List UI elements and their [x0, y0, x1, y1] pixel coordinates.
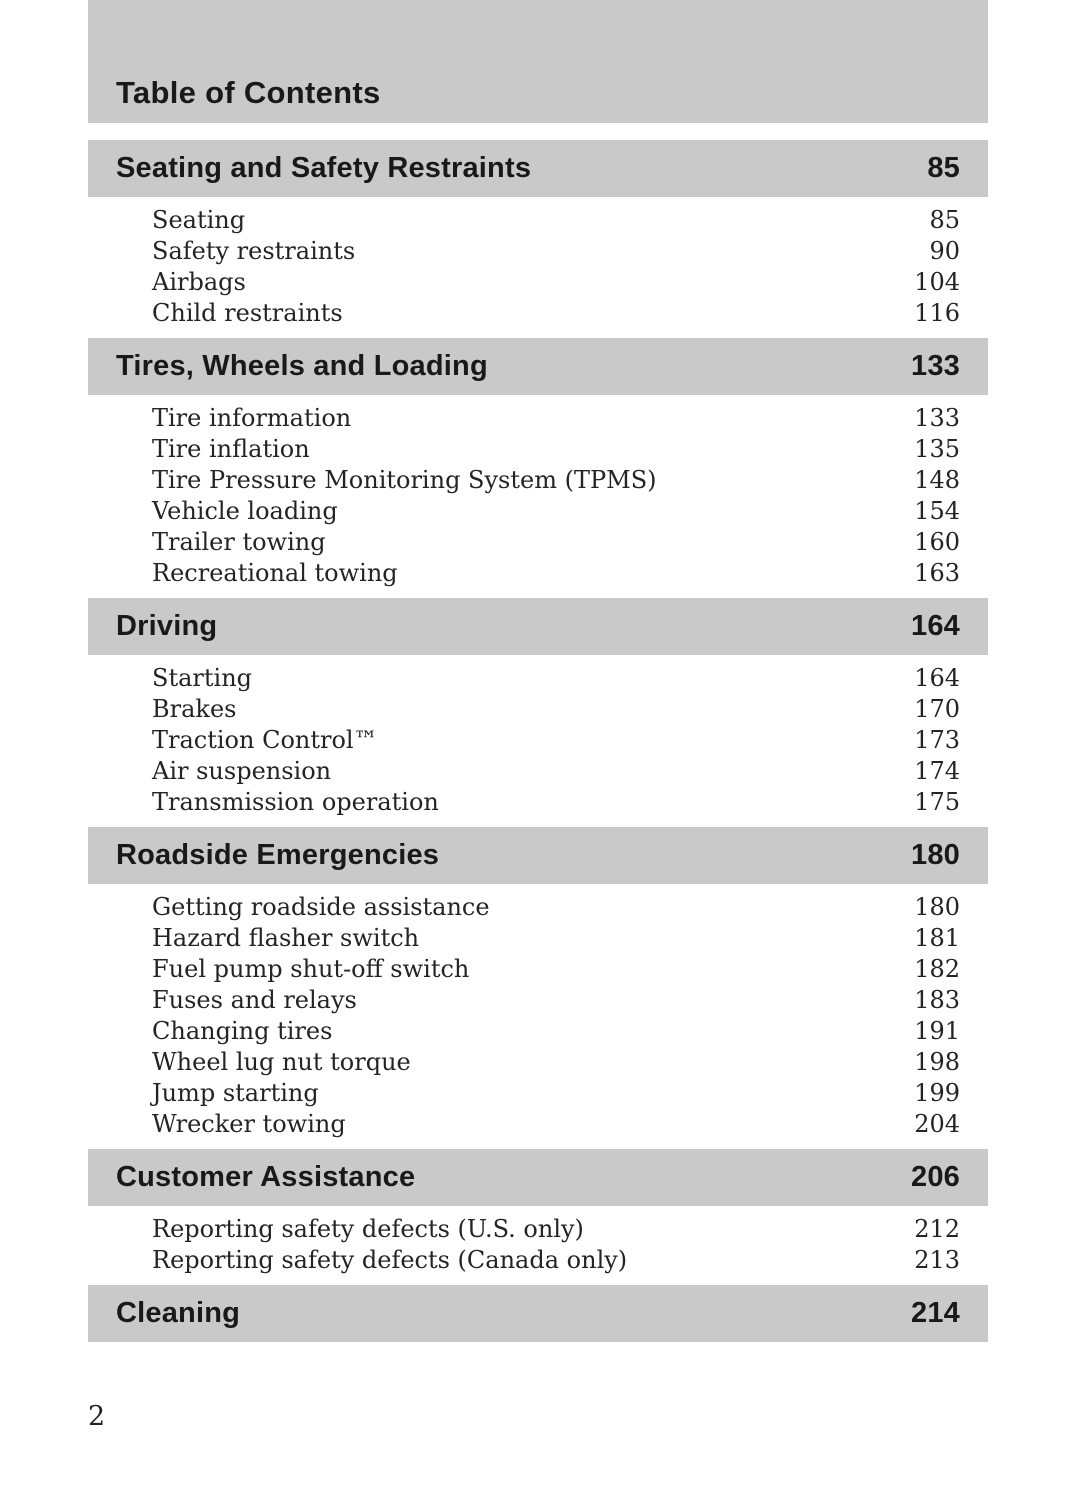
- toc-entry-label: Fuses and relays: [152, 986, 357, 1014]
- section-title: Cleaning: [116, 1297, 241, 1329]
- toc-entry: [152, 267, 960, 298]
- toc-entry: [152, 527, 960, 558]
- toc-entry: [152, 1109, 960, 1140]
- toc-entry-label: Changing tires: [152, 1017, 333, 1045]
- toc-entry: [152, 892, 960, 923]
- toc-entry: [152, 694, 960, 725]
- toc-entry-page: 163: [914, 559, 960, 587]
- toc-entry-label: Reporting safety defects (U.S. only): [152, 1215, 584, 1243]
- section-title: Tires, Wheels and Loading: [116, 350, 488, 382]
- toc-entry-page: 183: [914, 986, 960, 1014]
- toc-entry: [152, 558, 960, 589]
- section-title: Roadside Emergencies: [116, 839, 440, 871]
- toc-entry-page: 170: [914, 695, 960, 723]
- toc-content: [88, 0, 988, 1342]
- section-header-driving: [88, 598, 988, 655]
- toc-entry-label: Getting roadside assistance: [152, 893, 490, 921]
- page-number: 2: [88, 1401, 106, 1432]
- toc-entry-page: 116: [914, 299, 960, 327]
- toc-entry: [152, 205, 960, 236]
- toc-entry-label: Tire inflation: [152, 435, 310, 463]
- toc-entry-page: 148: [914, 466, 960, 494]
- section-page-number: 133: [911, 350, 960, 382]
- toc-entry-page: 173: [914, 726, 960, 754]
- toc-entry-page: 198: [914, 1048, 960, 1076]
- toc-entry: [152, 403, 960, 434]
- toc-entry-label: Jump starting: [152, 1079, 319, 1107]
- toc-entry-page: 135: [914, 435, 960, 463]
- toc-entry: [152, 923, 960, 954]
- toc-entry-page: 182: [914, 955, 960, 983]
- toc-entry-label: Brakes: [152, 695, 237, 723]
- toc-entry-label: Airbags: [152, 268, 246, 296]
- toc-entry-label: Transmission operation: [152, 788, 439, 816]
- section-entries: [88, 1206, 988, 1285]
- section-title: Driving: [116, 610, 218, 642]
- toc-entry: [152, 298, 960, 329]
- toc-entry-page: 180: [914, 893, 960, 921]
- section-page-number: 206: [911, 1161, 960, 1193]
- page-header: [88, 0, 988, 123]
- section-title: Seating and Safety Restraints: [116, 152, 532, 184]
- toc-entry-page: 160: [914, 528, 960, 556]
- section-header-cleaning: [88, 1285, 988, 1342]
- toc-entry-label: Starting: [152, 664, 253, 692]
- toc-entry-label: Seating: [152, 206, 246, 234]
- section-page-number: 180: [911, 839, 960, 871]
- section-entries: [88, 395, 988, 598]
- toc-entry-label: Trailer towing: [152, 528, 326, 556]
- toc-entry-page: 181: [914, 924, 960, 952]
- toc-entry: [152, 1047, 960, 1078]
- section-entries: [88, 884, 988, 1149]
- toc-entry: [152, 465, 960, 496]
- toc-entry: [152, 496, 960, 527]
- toc-entry: [152, 787, 960, 818]
- toc-entry-page: 213: [914, 1246, 960, 1274]
- section-header-customer-assistance: [88, 1149, 988, 1206]
- toc-entry-label: Wrecker towing: [152, 1110, 346, 1138]
- toc-entry: [152, 434, 960, 465]
- toc-entry-label: Fuel pump shut-off switch: [152, 955, 470, 983]
- toc-entry-page: 191: [914, 1017, 960, 1045]
- page-title: Table of Contents: [116, 75, 381, 110]
- toc-entry: [152, 1016, 960, 1047]
- toc-entry-label: Wheel lug nut torque: [152, 1048, 411, 1076]
- section-page-number: 85: [927, 152, 960, 184]
- section-entries: [88, 655, 988, 827]
- toc-entry: [152, 985, 960, 1016]
- toc-entry-label: Tire Pressure Monitoring System (TPMS): [152, 466, 657, 494]
- toc-entry: [152, 1245, 960, 1276]
- toc-entry: [152, 954, 960, 985]
- toc-entry-page: 90: [929, 237, 960, 265]
- section-header-roadside-emergencies: [88, 827, 988, 884]
- toc-entry-page: 164: [914, 664, 960, 692]
- toc-entry-page: 175: [914, 788, 960, 816]
- toc-entry-label: Safety restraints: [152, 237, 356, 265]
- toc-entry-page: 199: [914, 1079, 960, 1107]
- section-page-number: 214: [911, 1297, 960, 1329]
- section-entries: [88, 197, 988, 338]
- toc-entry-label: Vehicle loading: [152, 497, 338, 525]
- toc-entry-label: Traction Control™: [152, 726, 378, 754]
- toc-entry-label: Hazard flasher switch: [152, 924, 420, 952]
- toc-entry: [152, 236, 960, 267]
- toc-entry: [152, 1078, 960, 1109]
- toc-entry-page: 133: [914, 404, 960, 432]
- toc-entry-page: 104: [914, 268, 960, 296]
- toc-entry-page: 212: [914, 1215, 960, 1243]
- toc-entry-page: 85: [929, 206, 960, 234]
- section-page-number: 164: [911, 610, 960, 642]
- toc-entry: [152, 725, 960, 756]
- toc-entry-label: Tire information: [152, 404, 352, 432]
- toc-entry-page: 154: [914, 497, 960, 525]
- toc-entry-page: 204: [914, 1110, 960, 1138]
- toc-entry-label: Child restraints: [152, 299, 343, 327]
- section-header-seating-and-safety-restraints: [88, 140, 988, 197]
- section-header-tires-wheels-and-loading: [88, 338, 988, 395]
- toc-entry-label: Recreational towing: [152, 559, 398, 587]
- toc-entry: [152, 663, 960, 694]
- toc-entry-label: Reporting safety defects (Canada only): [152, 1246, 628, 1274]
- toc-entry-label: Air suspension: [152, 757, 332, 785]
- section-title: Customer Assistance: [116, 1161, 416, 1193]
- toc-entry: [152, 1214, 960, 1245]
- toc-entry-page: 174: [914, 757, 960, 785]
- toc-entry: [152, 756, 960, 787]
